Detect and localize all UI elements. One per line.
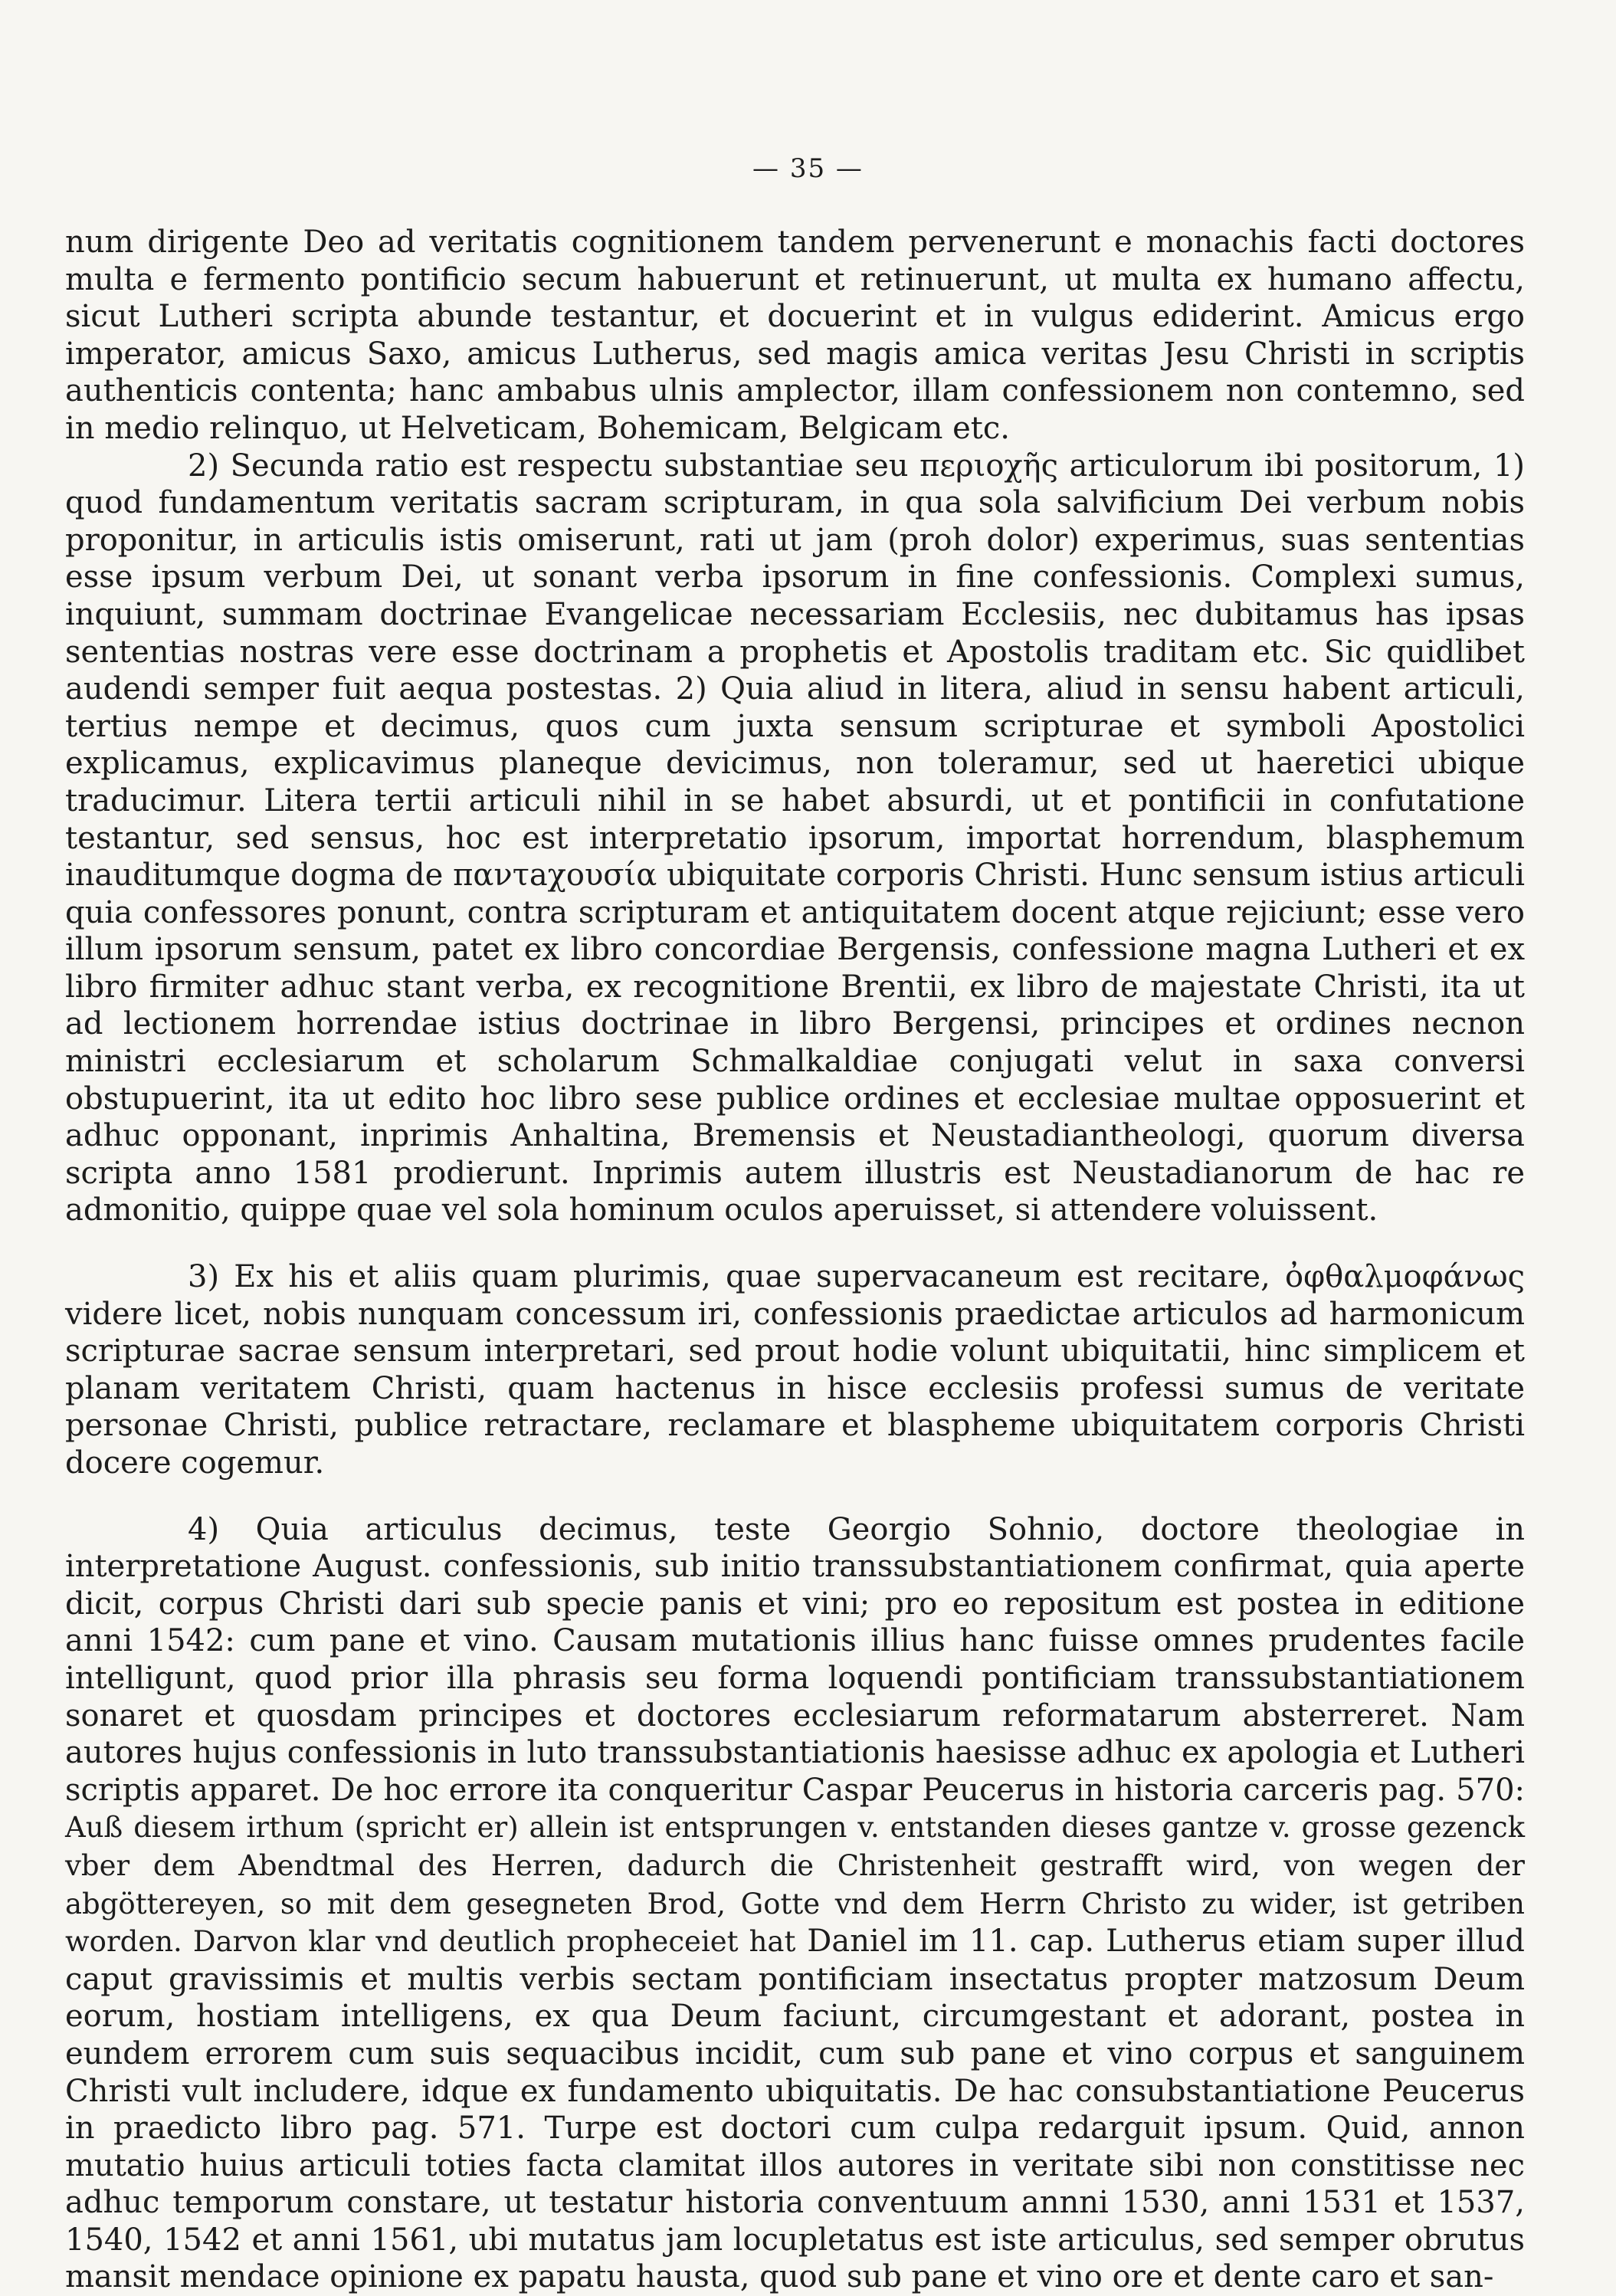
paragraph-4	[65, 1511, 1525, 2296]
paragraph-continuation: num dirigente Deo ad veritatis cognitionem tandem pervenerunt e monachis facti doctores multa e fermento pontificio secum habuerunt et retinuerunt, ut multa ex humano affectu, sicut Lutheri scripta abunde testantur, et docuerint et in vulgus ediderint. Amicus ergo imperator, amicus Saxo, amicus Lutherus, sed magis amica veritas Jesu Christi in scriptis authenticis contenta; hanc ambabus ulnis amplector, illam confessionem non contemno, sed in medio relinquo, ut Helveticam, Bohemicam, Belgicam etc.	[65, 225, 1525, 446]
paragraph-4-german-quote: Auß diesem irthum (spricht er) allein ist entsprungen v. entstanden dieses gantze v. grosse gezenck vber dem Abendtmal des Herren, dadurch die Christenheit gestrafft wird, von wegen der abgöttereyen, so mit dem gesegneten Brod, Gotte vnd dem Herrn Christo zu wider, ist getriben worden. Darvon klar vnd deutlich propheceiet hat	[65, 1811, 1525, 1959]
paragraph-3: 3) Ex his et aliis quam plurimis, quae supervacaneum est recitare, ὀφθαλμοφάνως videre licet, nobis nunquam concessum iri, confessionis praedictae articulos ad harmonicum scripturae sacrae sensum interpretari, sed prout hodie volunt ubiquitatii, hinc simplicem et planam veritatem Christi, quam hactenus in hisce ecclesiis professi sumus de veritate personae Christi, publice retractare, reclamare et blaspheme ubiquitatem corporis Christi docere cogemur.	[65, 1259, 1525, 1481]
page-number: — 35 —	[752, 153, 864, 184]
paragraph-4-latin-end: Daniel im 11. cap. Lutherus etiam super illud caput gravissimis et multis verbis sectam pontificiam insectatus propter matzosum Deum eorum, hostiam intelligens, ex qua Deum faciunt, circumgestant et adorant, postea in eundem errorem cum suis sequacibus incidit, cum sub pane et vino corpus et sanguinem Christi vult includere, idque ex fundamento ubiquitatis. De hac consubstantiatione Peucerus in praedicto libro pag. 571. Turpe est doctori cum culpa redarguit ipsum. Quid, annon mutatio huius articuli toties facta clamitat illos autores in veritate sibi non constitisse nec adhuc temporum constare, ut testatur historia conventuum annni 1530, anni 1531 et 1537, 1540, 1542 et anni 1561, ubi mutatus jam locupletatus est iste articulus, sed semper obrutus mansit mendace opinione ex papatu hausta, quod sub pane et vino ore et dente caro et san-	[65, 1924, 1525, 2295]
body-text	[65, 224, 1525, 2296]
paragraph-4-latin-start: 4) Quia articulus decimus, teste Georgio Sohnio, doctore theologiae in interpretatione August. confessionis, sub initio transsubstantiationem confirmat, quia aperte dicit, corpus Christi dari sub specie panis et vini; pro eo repositum est postea in editione anni 1542: cum pane et vino. Causam mutationis illius hanc fuisse omnes prudentes facile intelligunt, quod prior illa phrasis seu forma loquendi pontificiam transsubstantiationem sonaret et quosdam principes et doctores ecclesiarum reformatarum absterreret. Nam autores hujus confessionis in luto transsubstantiationis haesisse adhuc ex apologia et Lutheri scriptis apparet. De hoc errore ita conqueritur Caspar Peucerus in historia carceris pag. 570:	[65, 1511, 1525, 1808]
paragraph-2: 2) Secunda ratio est respectu substantiae seu περιοχῆς articulorum ibi positorum, 1) quod fundamentum veritatis sacram scripturam, in qua sola salvificium Dei verbum nobis proponitur, in articulis istis omiserunt, rati ut jam (proh dolor) experimus, suas sententias esse ipsum verbum Dei, ut sonant verba ipsorum in fine confessionis. Complexi sumus, inquiunt, summam doctrinae Evangelicae necessariam Ecclesiis, nec dubitamus has ipsas sententias nostras vere esse doctrinam a prophetis et Apostolis traditam etc. Sic quidlibet audendi semper fuit aequa postestas. 2) Quia aliud in litera, aliud in sensu habent articuli, tertius nempe et decimus, quos cum juxta sensum scripturae et symboli Apostolici explicamus, explicavimus planeque devicimus, non toleramur, sed ut haeretici ubique traducimur. Litera tertii articuli nihil in se habet absurdi, ut et pontificii in confutatione testantur, sed sensus, hoc est interpretatio ipsorum, importat horrendum, blasphemum inauditumque dogma de παντaχουσία ubiquitate corporis Christi. Hunc sensum istius articuli quia confessores ponunt, contra scripturam et antiquitatem docent atque rejiciunt; esse vero illum ipsorum sensum, patet ex libro concordiae Bergensis, confessione magna Lutheri et ex libro firmiter adhuc stant verba, ex recognitione Brentii, ex libro de majestate Christi, ita ut ad lectionem horrendae istius doctrinae in libro Bergensi, principes et ordines necnon ministri ecclesiarum et scholarum Schmalkaldiae conjugati velut in saxa conversi obstupuerint, ita ut edito hoc libro sese publice ordines et ecclesiae multae opposuerint et adhuc opponant, inprimis Anhaltina, Bremensis et Neustadiantheologi, quorum diversa scripta anno 1581 prodierunt. Inprimis autem illustris est Neustadianorum de hac re admonitio, quippe quae vel sola hominum oculos aperuisset, si attendere voluissent.	[65, 448, 1525, 1228]
